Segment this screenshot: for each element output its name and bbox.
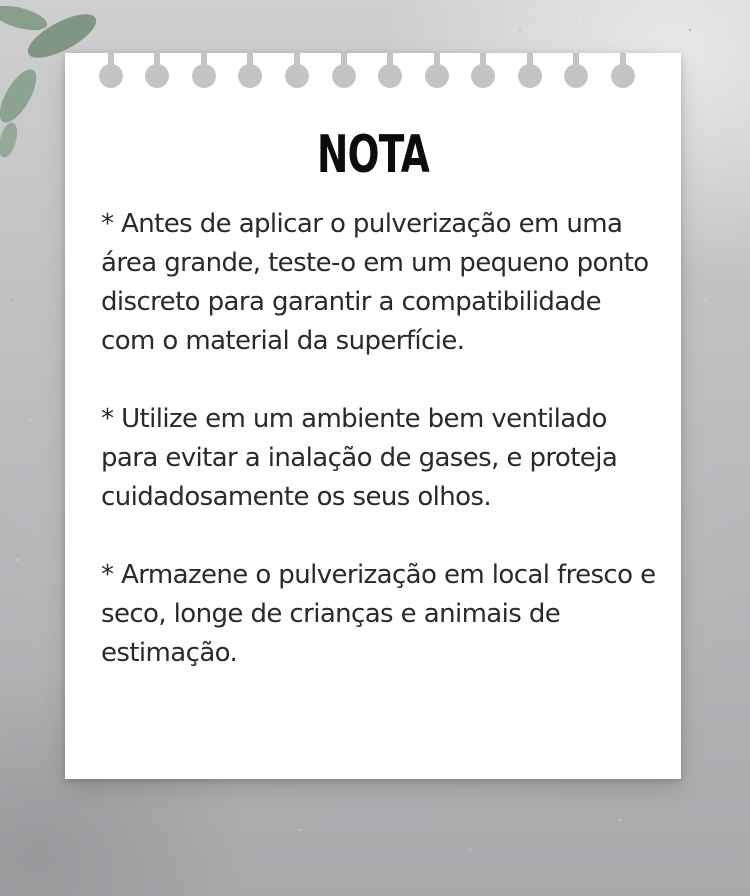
binding-hole — [285, 53, 309, 89]
note-title: NOTA — [317, 125, 429, 185]
binding-hole — [564, 53, 588, 89]
binding-hole — [425, 53, 449, 89]
note-paragraph-storage: * Armazene o pulverização em local fresco e seco, longe de crianças e animais de estimação. — [101, 560, 656, 668]
binding-hole — [145, 53, 169, 89]
note-paragraph-test-first: * Antes de aplicar o pulverização em uma área grande, teste-o em um pequeno ponto discreto para garantir a compatibilidade com o material da superfície. — [101, 209, 649, 356]
binding-hole — [99, 53, 123, 89]
note-body — [101, 205, 661, 673]
binding-holes — [65, 53, 681, 93]
binding-hole — [518, 53, 542, 89]
note-paragraph-ventilation: * Utilize em um ambiente bem ventilado para evitar a inalação de gases, e proteja cuidadosamente os seus olhos. — [101, 404, 618, 512]
binding-hole — [611, 53, 635, 89]
binding-hole — [471, 53, 495, 89]
note-paper — [65, 53, 681, 779]
binding-hole — [332, 53, 356, 89]
binding-hole — [192, 53, 216, 89]
binding-hole — [238, 53, 262, 89]
binding-hole — [378, 53, 402, 89]
